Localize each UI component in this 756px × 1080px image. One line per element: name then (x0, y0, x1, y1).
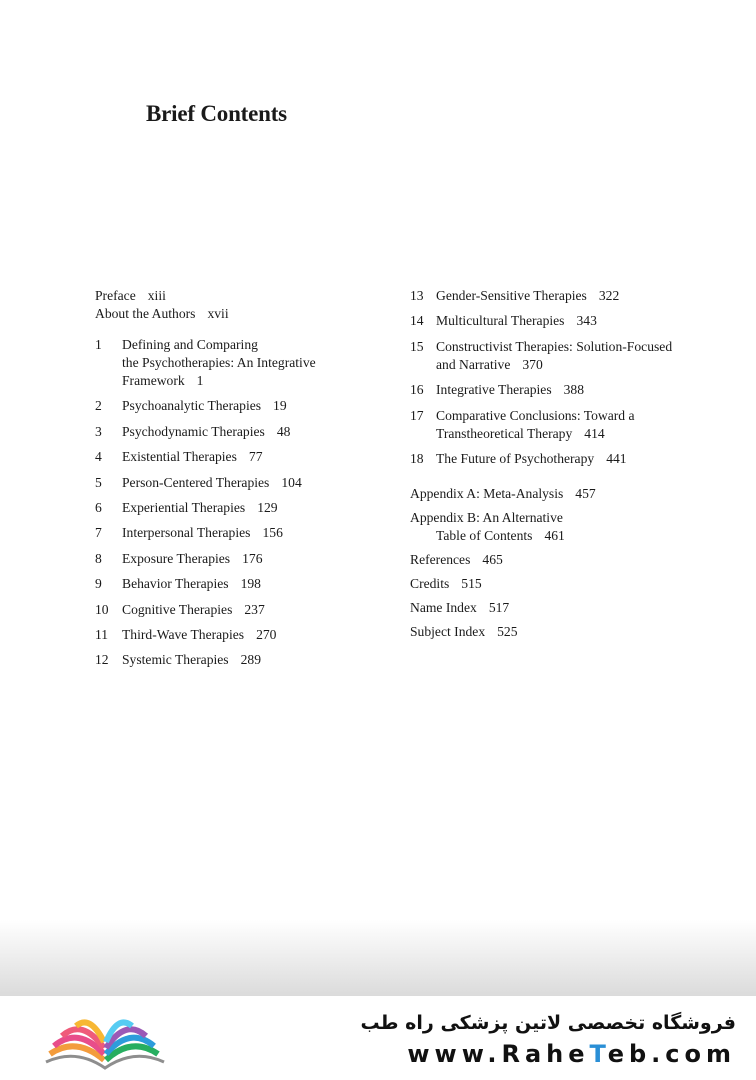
chapter-entry[interactable] (95, 448, 395, 466)
chapter-entry[interactable] (95, 499, 395, 517)
page-number: 322 (598, 288, 620, 303)
chapter-title-line (122, 423, 395, 441)
back-matter-list (410, 485, 740, 641)
chapter-title-line (122, 499, 395, 517)
chapter-title (436, 450, 740, 468)
back-matter-line (410, 575, 740, 593)
title-text: Psychoanalytic Therapies (122, 398, 262, 414)
page-number: 1 (196, 373, 204, 388)
entry-label: Appendix A: Meta-Analysis (410, 486, 564, 502)
chapter-number: 17 (410, 407, 424, 423)
chapter-title-line (436, 312, 740, 330)
back-matter-entry[interactable] (410, 623, 740, 641)
page-number: 414 (584, 425, 605, 441)
chapter-number: 7 (95, 525, 102, 541)
open-book-rainbow-icon (40, 1008, 170, 1074)
page-number: 104 (281, 474, 302, 490)
chapter-entry[interactable] (95, 575, 395, 593)
page-number: xvii (207, 306, 229, 321)
page-number: 525 (497, 624, 518, 640)
chapter-title-line (122, 601, 395, 619)
chapter-number: 5 (95, 474, 102, 490)
page-number: 465 (482, 552, 503, 568)
front-matter-entry[interactable] (95, 305, 395, 323)
back-matter-line (410, 509, 740, 527)
entry-label: Name Index (410, 600, 477, 616)
chapter-title (122, 474, 395, 492)
chapter-number: 10 (95, 601, 109, 617)
chapter-title-line (122, 550, 395, 568)
chapter-title (122, 336, 395, 390)
chapter-title-line (122, 448, 395, 466)
entry-label: Subject Index (410, 624, 486, 640)
chapter-number: 6 (95, 499, 102, 515)
chapter-entry[interactable] (410, 287, 740, 305)
url-highlight: T (589, 1040, 608, 1068)
chapter-number: 15 (410, 338, 424, 354)
chapter-number: 14 (410, 313, 424, 329)
title-text: Multicultural Therapies (436, 313, 565, 329)
chapter-title-line (436, 450, 740, 468)
chapter-entry[interactable] (410, 407, 740, 443)
chapter-number: 12 (95, 652, 109, 668)
back-matter-entry[interactable] (410, 599, 740, 617)
chapter-title (122, 499, 395, 517)
title-text: Integrative Therapies (436, 382, 552, 398)
chapter-title-line (122, 474, 395, 492)
chapter-title (122, 550, 395, 568)
toc-left-column (95, 287, 395, 677)
chapter-title-line (122, 336, 395, 354)
page-number: 370 (522, 356, 543, 372)
page-number: 388 (563, 382, 585, 398)
chapter-number: 16 (410, 382, 424, 398)
back-matter-entry[interactable] (410, 551, 740, 569)
page-number: 156 (262, 525, 283, 541)
chapter-number: 2 (95, 398, 102, 414)
page-number: 517 (488, 600, 510, 616)
title-text: Constructivist Therapies: Solution-Focused (436, 338, 673, 354)
chapter-number: 3 (95, 423, 102, 439)
chapter-title (436, 287, 740, 305)
page-number: 77 (248, 449, 263, 465)
page-number: 441 (606, 450, 627, 466)
title-text: Framework (122, 373, 185, 388)
page-number: 48 (276, 423, 291, 439)
chapter-title-line (122, 626, 395, 644)
chapter-entry[interactable] (95, 423, 395, 441)
chapter-title-line (122, 651, 395, 669)
title-text: Person-Centered Therapies (122, 474, 270, 490)
chapter-entry[interactable] (95, 550, 395, 568)
title-text: the Psychotherapies: An Integrative (122, 355, 316, 370)
chapter-number: 18 (410, 450, 424, 466)
title-text: Comparative Conclusions: Toward a (436, 407, 635, 423)
chapter-title (436, 381, 740, 399)
back-matter-line (410, 527, 740, 545)
title-text: Psychodynamic Therapies (122, 423, 265, 439)
back-matter-entry[interactable] (410, 485, 740, 503)
toc-right-column (410, 287, 740, 647)
chapter-entry[interactable] (410, 312, 740, 330)
chapter-title-line (436, 287, 740, 305)
front-matter-entry[interactable] (95, 287, 395, 305)
page-number: 176 (242, 550, 263, 566)
title-text: Cognitive Therapies (122, 601, 233, 617)
title-text: Defining and Comparing (122, 337, 258, 352)
page-shadow (0, 920, 756, 1000)
back-matter-entry[interactable] (410, 509, 740, 545)
entry-label: Credits (410, 576, 450, 592)
title-text: Interpersonal Therapies (122, 525, 251, 541)
page-number: 515 (461, 576, 482, 592)
chapter-title (122, 423, 395, 441)
chapter-title (436, 338, 740, 374)
front-matter-list (95, 287, 395, 323)
chapter-entry[interactable] (95, 626, 395, 644)
chapter-title (122, 397, 395, 415)
chapter-title (436, 407, 740, 443)
title-text: Systemic Therapies (122, 652, 229, 668)
chapter-title-line (122, 372, 395, 390)
title-text: Exposure Therapies (122, 550, 231, 566)
back-matter-entry[interactable] (410, 575, 740, 593)
entry-label: Appendix B: An Alternative (410, 510, 563, 526)
chapter-title (436, 312, 740, 330)
back-matter-line (410, 551, 740, 569)
chapter-title (122, 626, 395, 644)
entry-label: About the Authors (95, 306, 196, 321)
chapter-list-right (410, 287, 740, 468)
chapter-title-line (122, 575, 395, 593)
page-number: 461 (544, 528, 565, 544)
chapter-title-line (436, 356, 740, 374)
page-title: Brief Contents (146, 101, 287, 126)
page-number: 343 (576, 313, 597, 329)
chapter-entry[interactable] (95, 524, 395, 542)
chapter-entry[interactable] (410, 338, 740, 374)
chapter-list-left (95, 336, 395, 669)
page-number: 198 (240, 576, 261, 592)
page-number: 237 (244, 601, 265, 617)
chapter-title-line (122, 524, 395, 542)
page-number: 270 (256, 626, 277, 642)
chapter-number: 11 (95, 626, 109, 642)
back-matter-line (410, 599, 740, 617)
title-text: Experiential Therapies (122, 499, 246, 515)
page-number: 129 (257, 499, 278, 515)
chapter-number: 8 (95, 550, 102, 566)
page-number: 289 (240, 652, 261, 668)
chapter-title-line (436, 338, 740, 356)
title-text: and Narrative (436, 356, 511, 372)
watermark-banner (0, 996, 756, 1080)
chapter-title-line (122, 354, 395, 372)
entry-label: Table of Contents (436, 528, 533, 544)
chapter-entry[interactable] (95, 474, 395, 492)
page-number: 457 (575, 486, 596, 502)
entry-label: Preface (95, 288, 136, 303)
chapter-title-line (436, 407, 740, 425)
chapter-entry[interactable] (95, 397, 395, 415)
chapter-number: 4 (95, 449, 102, 465)
title-text: Existential Therapies (122, 449, 237, 465)
title-text: Behavior Therapies (122, 576, 229, 592)
chapter-title (122, 524, 395, 542)
chapter-title (122, 601, 395, 619)
chapter-title (122, 651, 395, 669)
chapter-entry[interactable] (410, 381, 740, 399)
url-part: www.Rahe (407, 1040, 590, 1068)
chapter-entry[interactable] (95, 601, 395, 619)
entry-label: References (410, 552, 471, 568)
store-name-persian: فروشگاه تخصصی لاتین پزشکی راه طب (360, 1012, 736, 1034)
title-text: Transtheoretical Therapy (436, 425, 573, 441)
chapter-number: 9 (95, 576, 102, 592)
chapter-title-line (436, 425, 740, 443)
chapter-title (122, 575, 395, 593)
chapter-entry[interactable] (95, 336, 395, 390)
page-number: xiii (147, 288, 166, 303)
chapter-title-line (436, 381, 740, 399)
chapter-title-line (122, 397, 395, 415)
chapter-number: 13 (410, 288, 424, 303)
chapter-number: 1 (95, 337, 102, 352)
back-matter-line (410, 623, 740, 641)
back-matter-line (410, 485, 740, 503)
chapter-entry[interactable] (410, 450, 740, 468)
url-part: eb.com (607, 1040, 736, 1068)
chapter-title (122, 448, 395, 466)
title-text: Third-Wave Therapies (122, 626, 245, 642)
store-url[interactable] (407, 1040, 736, 1068)
chapter-entry[interactable] (95, 651, 395, 669)
page-number: 19 (273, 398, 287, 414)
title-text: The Future of Psychotherapy (436, 450, 595, 466)
title-text: Gender-Sensitive Therapies (436, 288, 587, 303)
